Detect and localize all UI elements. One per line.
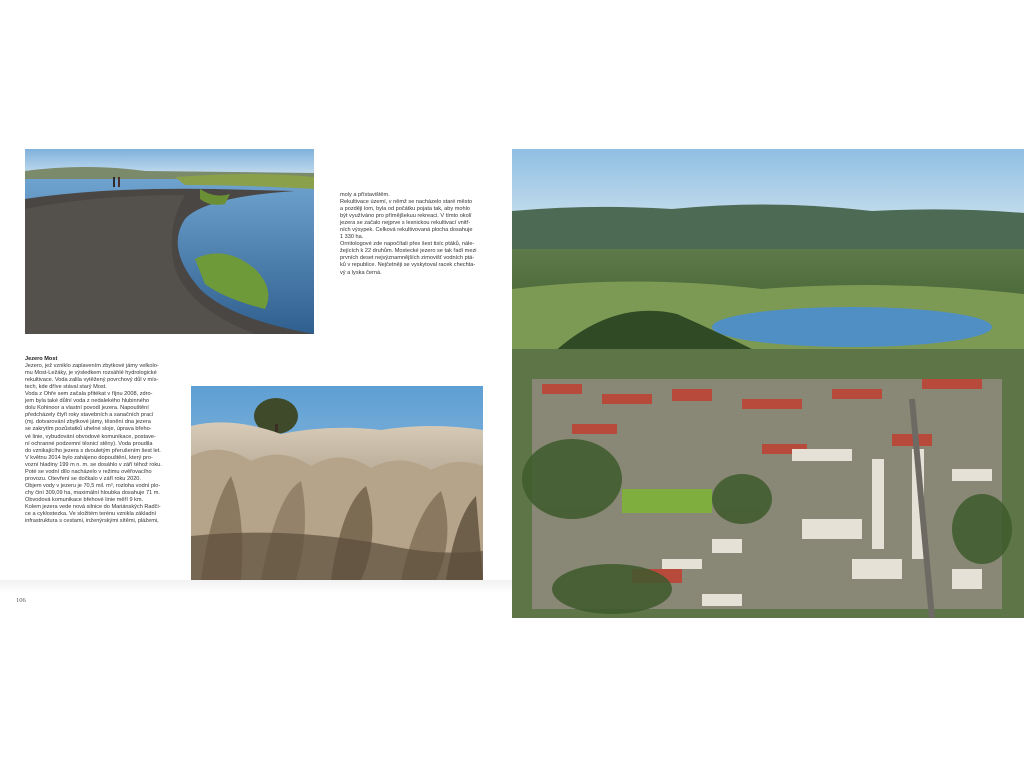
text-line: mu Most-Ležáky, je výsledkem rozsáhlé hydrologické bbox=[25, 370, 157, 377]
text-line: rekultivace. Voda zalila vytěžený povrchový důl v mís- bbox=[25, 377, 159, 384]
text-line: vozní hladiny 199 m n. m. se dosáhlo v září téhož roku. bbox=[25, 461, 162, 468]
page-number: 106 bbox=[16, 597, 26, 604]
text-line: tech, kde dříve stával starý Most. bbox=[25, 384, 107, 391]
causeway-photo bbox=[25, 149, 314, 334]
text-line: Poté se vodní dílo nacházelo v režimu ověřovacího bbox=[25, 468, 152, 475]
article-text-left bbox=[25, 356, 167, 525]
section-heading: Jezero Most bbox=[25, 356, 58, 362]
text-line: jezera se začalo nejprve s lesnickou rekultivací vnitř- bbox=[340, 220, 471, 227]
text-line: dolu Kohinoor a vlastní povodí jezera. Napouštění bbox=[25, 405, 149, 412]
text-line: vý a lyska černá. bbox=[340, 269, 382, 276]
text-line: chy činí 309,09 ha, maximální hloubka dosahuje 71 m. bbox=[25, 489, 160, 496]
text-line: Objem vody v jezeru je 70,5 mil. m³, rozloha vodní plo- bbox=[25, 482, 161, 489]
aerial-city-photo bbox=[512, 149, 1024, 618]
text-line: žejících k 22 druhům. Mostecké jezero se tak řadí mezi bbox=[340, 248, 477, 255]
text-line: infrastruktura s cestami, inženýrskými sítěmi, plážemi, bbox=[25, 518, 159, 525]
text-line: provozu. Otevření se dočkalo v září roku 2020. bbox=[25, 475, 141, 482]
page-footer-shade bbox=[0, 580, 512, 594]
text-line: jem byla také důlní voda z nedalekého hlubinného bbox=[25, 398, 150, 405]
badlands-photo bbox=[191, 386, 483, 580]
text-line: moly a přístavištěm. bbox=[340, 192, 390, 198]
text-line: být využíváno pro přímějšekuu rekreaci. V tímto okolí bbox=[340, 213, 472, 220]
text-line: Obvodová komunikace břehové linie měří 9 km. bbox=[25, 496, 144, 503]
text-line: (mj. dotvarování zbytkové jámy, těsnění dna jezera bbox=[25, 419, 151, 426]
text-line: V květnu 2014 bylo zahájeno dopouštění, který pro- bbox=[25, 454, 153, 461]
text-line: do vznikajícího jezera s dvouletým přerušením šest let. bbox=[25, 447, 161, 454]
text-line: vé linie, vybudování obvodové komunikace, postave- bbox=[25, 433, 156, 440]
text-line: se zakrytím pozůstatků uhelné sloje, úprava břeho- bbox=[25, 426, 152, 433]
text-line: Voda z Ohře sem začala přitékat v říjnu 2008, zdro- bbox=[25, 391, 153, 398]
article-text-top bbox=[340, 192, 482, 277]
text-line: Kolem jezera vede nová silnice do Mariánských Radči- bbox=[25, 503, 161, 510]
text-line: Jezero, jež vzniklo zaplavením zbytkové jámy velkolo- bbox=[25, 363, 159, 370]
text-line: ních výsypek. Celková rekultivovaná plocha dosahuje bbox=[340, 227, 473, 234]
text-line: ce a cyklostezka. Ve složitém terénu vznikla základní bbox=[25, 511, 157, 518]
text-line: předcházely čtyři roky stavebních a sanačních prací bbox=[25, 412, 154, 419]
text-line: ní ochranné podzemní těsnicí stěny). Voda proudila bbox=[25, 440, 153, 447]
text-line: prvních deset nejvýznamnějších zimovišť vodních ptá- bbox=[340, 255, 475, 262]
text-line: ků v republice. Nejčetněji se vyskytoval racek chechta- bbox=[340, 262, 476, 269]
text-line: a později lom, byla od počátku pojata tak, aby mohlo bbox=[340, 206, 470, 213]
text-line: Rekultivace území, v němž se nacházelo staré město bbox=[340, 199, 473, 206]
text-line: 1 330 ha. bbox=[340, 234, 364, 241]
text-line: Ornitologové zde napočítali přes šest tisíc ptáků, nále- bbox=[340, 241, 475, 248]
